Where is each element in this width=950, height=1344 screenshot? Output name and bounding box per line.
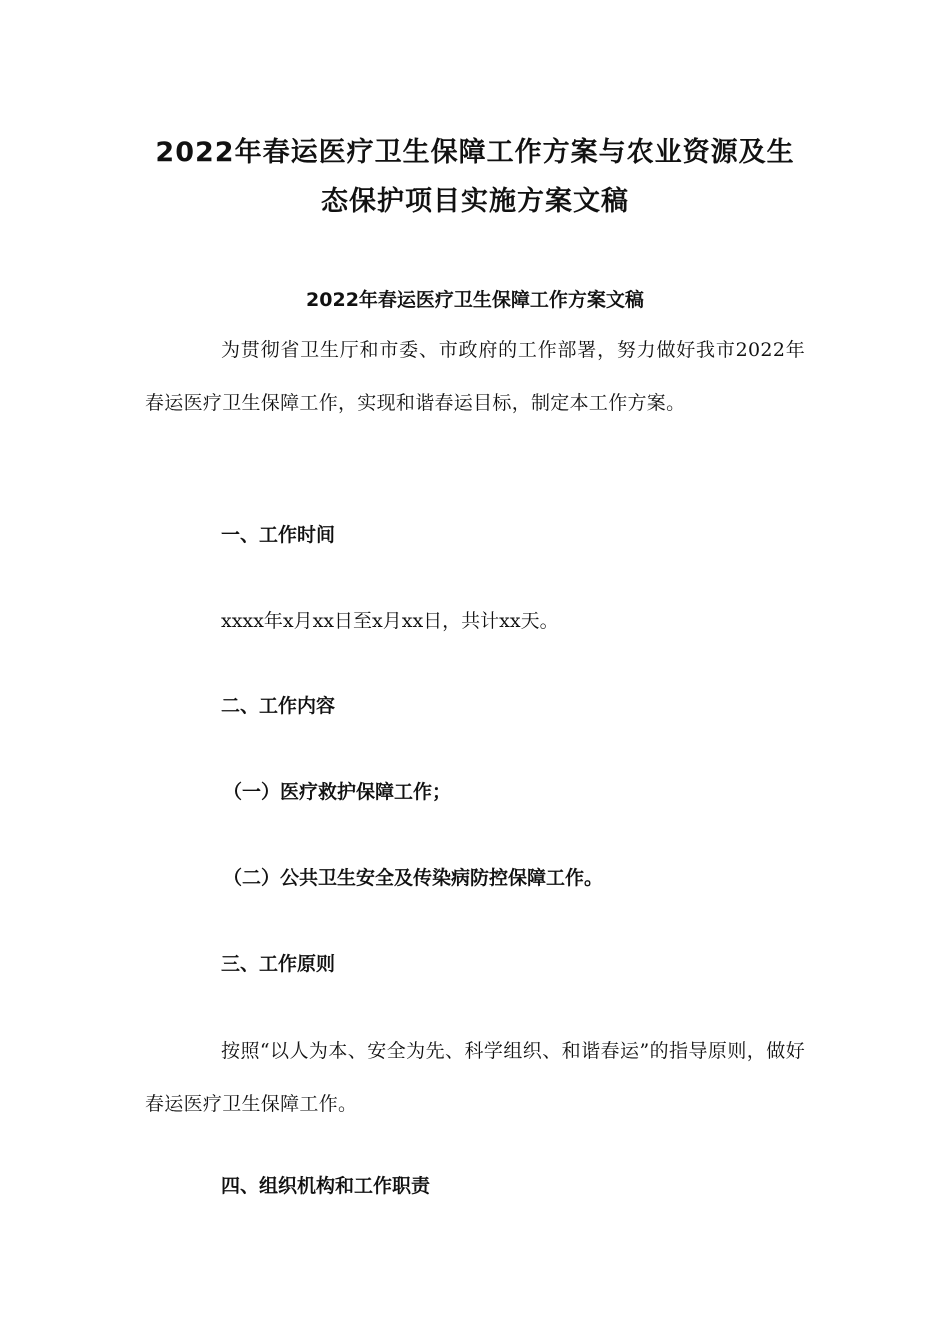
section-2-item-1: （一）医疗救护保障工作；: [223, 781, 452, 803]
section-3-paragraph: 按照“以人为本、安全为先、科学组织、和谐春运”的指导原则，做好春运医疗卫生保障工作。: [145, 1040, 805, 1115]
document-title-line-1: 2022年春运医疗卫生保障工作方案与农业资源及生: [155, 137, 795, 168]
section-3-heading: 三、工作原则: [221, 953, 336, 975]
document-title-line-2: 态保护项目实施方案文稿: [321, 186, 629, 217]
section-2-item-2: （二）公共卫生安全及传染病防控保障工作。: [223, 867, 604, 889]
section-1-text: xxxx年x月xx日至x月xx日，共计xx天。: [221, 610, 559, 632]
section-2-heading: 二、工作内容: [221, 695, 336, 717]
section-subtitle: 2022年春运医疗卫生保障工作方案文稿: [306, 289, 644, 311]
intro-paragraph: 为贯彻省卫生厅和市委、市政府的工作部署，努力做好我市2022年春运医疗卫生保障工作，实现和谐春运目标，制定本工作方案。: [145, 339, 805, 414]
section-1-heading: 一、工作时间: [221, 524, 336, 546]
section-4-heading: 四、组织机构和工作职责: [221, 1175, 431, 1197]
